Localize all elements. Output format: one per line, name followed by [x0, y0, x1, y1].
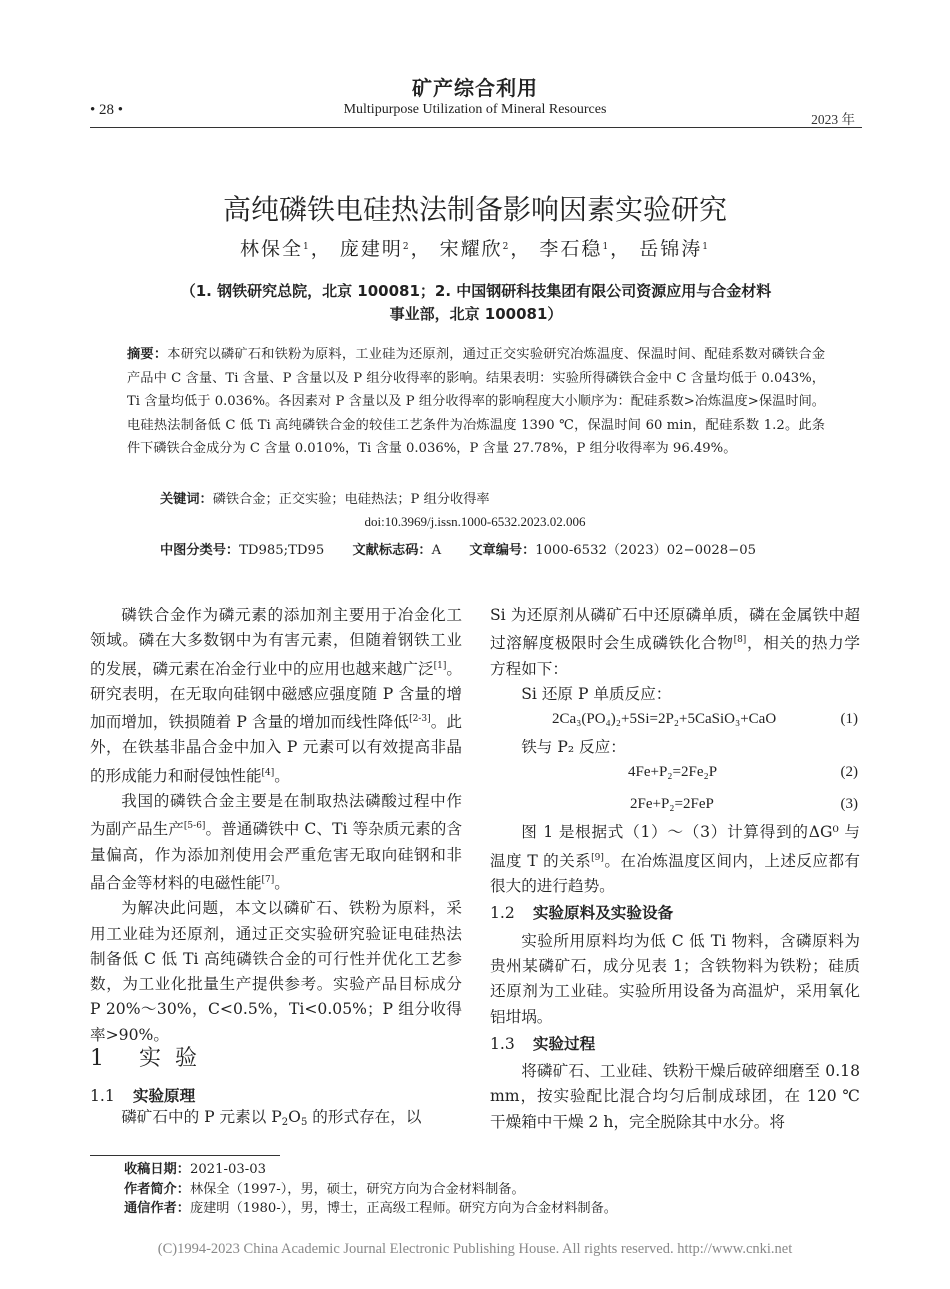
header-rule	[90, 127, 862, 128]
section-heading-1: 1 实验	[90, 1046, 212, 1071]
author-affiliation-mark: 2	[502, 242, 511, 252]
abstract-label: 摘要：	[127, 347, 168, 362]
section-heading-1-2: 1.2 实验原料及实验设备	[490, 904, 674, 923]
paragraph: 我国的磷铁合金主要是在制取热法磷酸过程中作为副产品生产[5-6]。普通磷铁中 C、Ti 等杂质元素的含量偏高，作为添加剂使用会严重危害无取向硅钢和非晶合金等材料的电磁性能[7]。	[90, 792, 462, 892]
citation: [4]	[261, 767, 275, 778]
abstract-text: 本研究以磷矿石和铁粉为原料，工业硅为还原剂，通过正交实验研究冶炼温度、保温时间、配硅系数对磷铁合金产品中 C 含量、Ti 含量、P 含量以及 P 组分收得率的影响。结果表明：实验所得磷铁合金中 C 含量均低于 0.043%，Ti 含量均低于 0.036%。各因素对 P 含量以及 P 组分收得率的影响程度大小顺序为：配硅系数>冶炼温度>保温时间。电硅热法制备低 C 低 Ti 高纯磷铁合金的较佳工艺条件为冶炼温度 1390 ℃，保温时间 60 min，配硅系数 1.2。此条件下磷铁合金成分为 C 含量 0.010%，Ti 含量 0.036%，P 含量 27.78%，P 组分收得率为 96.49%。	[127, 347, 826, 456]
author-name: 岳锦涛	[639, 238, 703, 260]
paragraph: 磷铁合金作为磷元素的添加剂主要用于冶金化工领域。磷在大多数钢中为有害元素，但随着钢铁工业的发展，磷元素在冶金行业中的应用也越来越广泛[1]。研究表明，在无取向硅钢中磁感应强度随 P 含量的增加而增加，铁损随着 P 含量的增加而线性降低[2-3]。此外，在铁基非晶合金中加入 P 元素可以有效提高非晶的形成能力和耐侵蚀性能[4]。	[90, 606, 462, 785]
equation-3: 2Fe+P₂=2FeP (3)	[630, 796, 858, 813]
author-list: 林保全$^1$， 庞建明$^2$， 宋耀欣$^2$， 李石稳$^1$， 岳锦涛$^1$	[240, 238, 710, 260]
affiliation-line: 事业部，北京 100081）	[389, 305, 563, 323]
citation: [8]	[733, 635, 747, 646]
footnotes	[124, 1160, 864, 1219]
clc-value: TD985;TD95	[239, 543, 325, 558]
equation-intro: 铁与 P₂ 反应：	[521, 738, 626, 757]
doc-code-label: 文献标志码：	[352, 543, 432, 558]
keywords	[160, 488, 820, 507]
equation-intro: Si 还原 P 单质反应：	[521, 684, 672, 703]
clc-label: 中图分类号：	[160, 543, 240, 558]
copyright-watermark: (C)1994-2023 China Academic Journal Electronic Publishing House. All rights reserved. http://www.cnki.net	[157, 1241, 793, 1257]
received-label: 收稿日期：	[124, 1162, 190, 1177]
affiliation-line: （1. 钢铁研究总院，北京 100081；2. 中国钢研科技集团有限公司资源应用与合金材料	[180, 282, 772, 300]
author-name: 林保全	[240, 238, 304, 260]
journal-title-cn: 矿产综合利用	[412, 76, 538, 100]
affiliations	[120, 280, 832, 326]
citation: [1]	[433, 660, 447, 671]
citation: [7]	[261, 874, 275, 885]
citation: [5-6]	[183, 821, 206, 832]
author-affiliation-mark: 1	[303, 242, 311, 252]
abstract	[127, 343, 825, 461]
author-bio: 林保全（1997-），男，硕士，研究方向为合金材料制备。	[189, 1181, 525, 1197]
keywords-label: 关键词：	[160, 492, 213, 507]
author-affiliation-mark: 2	[402, 242, 411, 252]
page-number: • 28 •	[90, 102, 124, 118]
corresponding-author-label: 通信作者：	[124, 1201, 190, 1216]
author-name: 宋耀欣	[439, 238, 503, 260]
author-bio-label: 作者简介：	[124, 1181, 190, 1197]
equation-2: 4Fe+P₂=2Fe₂P (2)	[628, 764, 858, 781]
paper-title: 高纯磷铁电硅热法制备影响因素实验研究	[222, 193, 727, 226]
footnote-rule	[90, 1155, 280, 1156]
paragraph: 图 1 是根据式（1）～（3）计算得到的ΔG⁰ 与温度 T 的关系[9]。在冶炼温度区间内，上述反应都有很大的进行趋势。	[490, 823, 860, 896]
section-heading-1-3: 1.3 实验过程	[490, 1034, 596, 1053]
paragraph: 将磷矿石、工业硅、铁粉干燥后破碎细磨至 0.18 mm，按实验配比混合均匀后制成球团，在 120 ℃ 干燥箱中干燥 2 h，完全脱除其中水分。将	[490, 1062, 860, 1131]
paragraph: 实验所用原料均为低 C 低 Ti 物料，含磷原料为贵州某磷矿石，成分见表 1；含铁物料为铁粉；硅质还原剂为工业硅。实验所用设备为高温炉，采用氧化铝坩埚。	[490, 931, 860, 1026]
author-name: 李石稳	[539, 238, 603, 260]
citation: [9]	[591, 852, 604, 863]
doc-code-value: A	[431, 543, 442, 558]
corresponding-author: 庞建明（1980-），男，博士，正高级工程师。研究方向为合金材料制备。	[189, 1201, 617, 1216]
citation: [2-3]	[409, 714, 431, 725]
author-affiliation-mark: 1	[602, 242, 611, 252]
author-affiliation-mark: 1	[702, 242, 710, 252]
equation-1: 2Ca₃(PO₄)₂+5Si=2P₂+5CaSiO₃+CaO (1)	[552, 711, 858, 728]
keywords-text: 磷铁合金；正交实验；电硅热法；P 组分收得率	[212, 492, 490, 507]
journal-title-en: Multipurpose Utilization of Mineral Resources	[343, 102, 607, 117]
received-date: 2021-03-03	[189, 1162, 266, 1177]
author-name: 庞建明	[339, 238, 403, 260]
doi: doi:10.3969/j.issn.1000-6532.2023.02.006	[364, 514, 586, 529]
paragraph: 磷矿石中的 P 元素以 $P_2O_5$ 的形式存在，以	[121, 1108, 422, 1128]
paragraph: 为解决此问题，本文以磷矿石、铁粉为原料，采用工业硅为还原剂，通过正交实验研究验证电硅热法制备低 C 低 Ti 高纯磷铁合金的可行性并优化工艺参数，为工业化批量生产提供参考。实验产品目标成分 P 20%～30%，C<0.5%，Ti<0.05%；P 组分收得率>90%。	[90, 899, 462, 1044]
article-no-value: 1000-6532（2023）02−0028−05	[535, 543, 757, 558]
issue-year: 2023 年	[811, 112, 855, 127]
body-column-right	[490, 603, 860, 1135]
body-column-left	[90, 603, 462, 1048]
paragraph-continuation: Si 为还原剂从磷矿石中还原磷单质，磷在金属铁中超过溶解度极限时会生成磷铁化合物[8]，相关的热力学方程如下：	[490, 606, 860, 678]
article-no-label: 文章编号：	[469, 543, 536, 558]
section-heading-1-1: 1.1 实验原理	[90, 1087, 196, 1105]
classification-line	[160, 539, 860, 558]
